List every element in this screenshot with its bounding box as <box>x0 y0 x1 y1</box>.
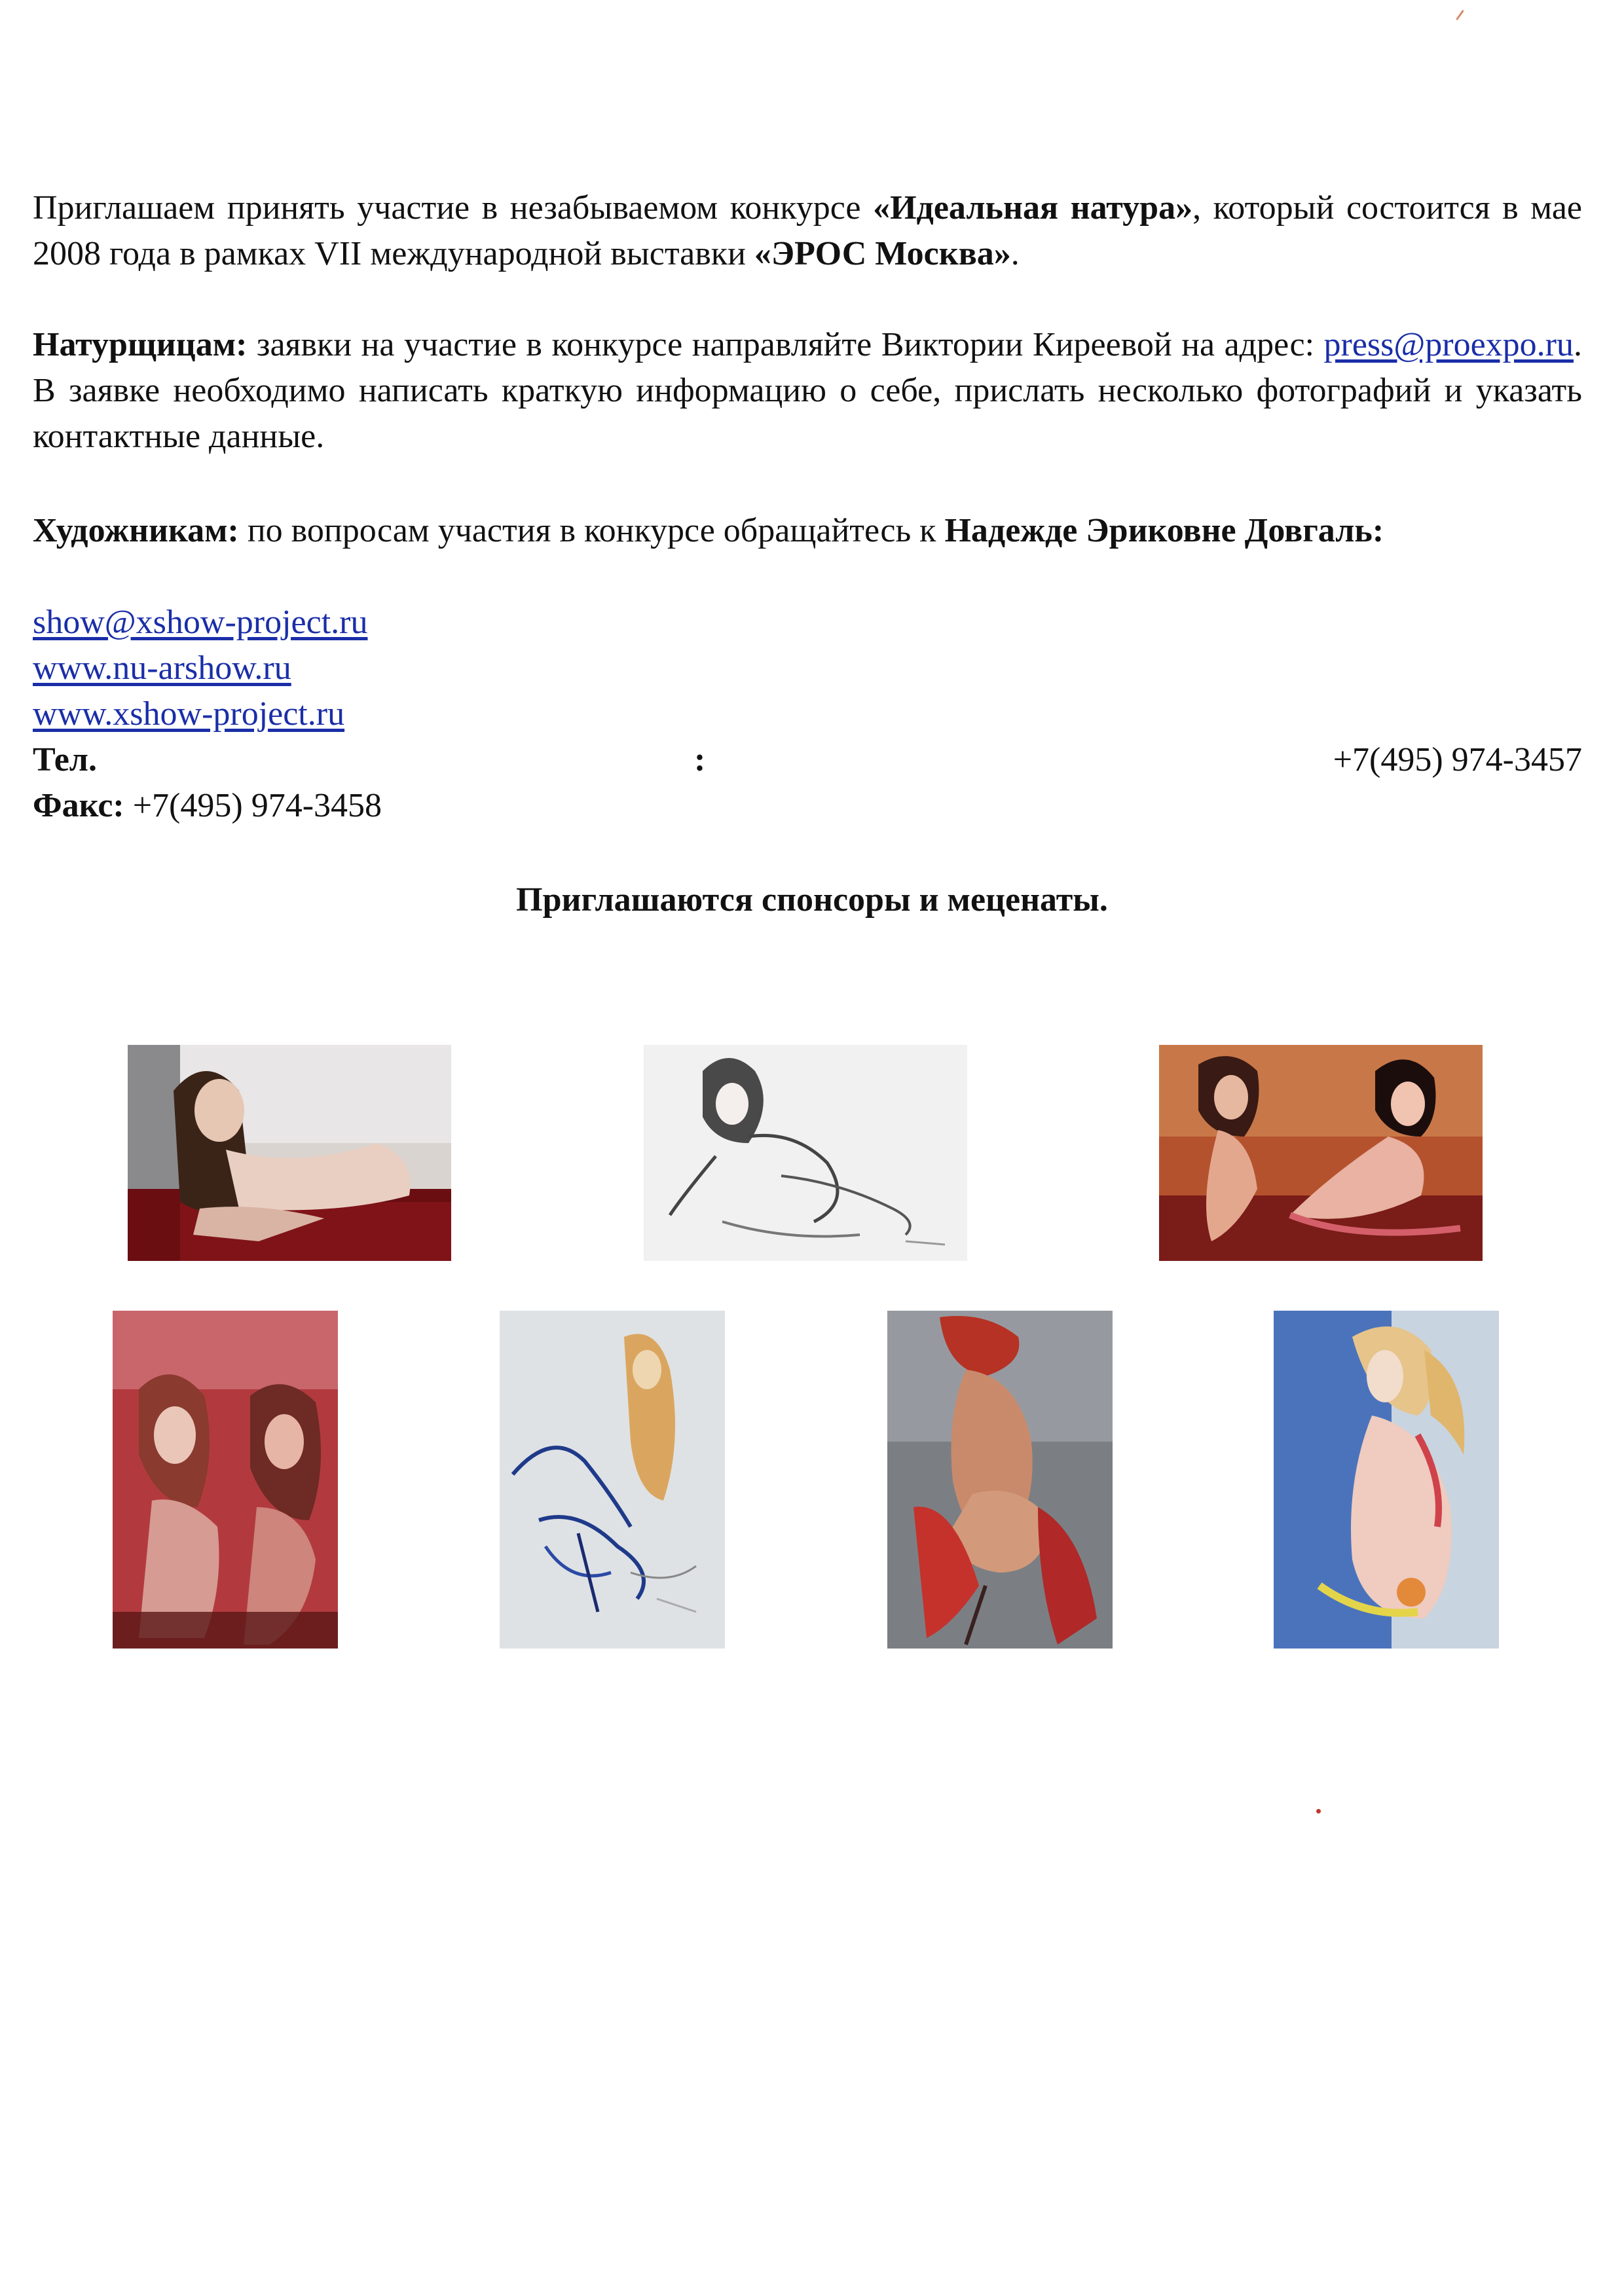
fax-label: Факс: <box>33 787 124 824</box>
artists-text-1: по вопросам участия в конкурсе обращайтесь к <box>238 512 945 549</box>
phone-row <box>33 737 1582 783</box>
artwork-red-portraits <box>113 1311 338 1649</box>
site-nu-arshow-link[interactable]: www.nu-arshow.ru <box>33 649 291 687</box>
artwork-sketch-figure <box>644 1045 967 1261</box>
artists-email-link[interactable]: show@xshow-project.ru <box>33 604 368 641</box>
models-email-link[interactable]: press@proexpo.ru <box>1323 326 1574 363</box>
artists-paragraph <box>33 508 1582 554</box>
artwork-blue-sketch <box>500 1311 725 1649</box>
artwork-blonde-profile <box>1274 1311 1499 1649</box>
site-xshow-link[interactable]: www.xshow-project.ru <box>33 695 345 733</box>
intro-paragraph <box>33 185 1582 277</box>
models-text-1: заявки на участие в конкурсе направляйте Виктории Киреевой на адрес: <box>247 326 1324 363</box>
intro-text-2: , который состоится в мае 2008 года в рамках VII международной выставки <box>33 189 1583 272</box>
expo-name: «ЭРОС Москва» <box>754 235 1011 272</box>
artists-contact-name: Надежде Эриковне Довгаль: <box>944 512 1384 549</box>
models-label: Натурщицам: <box>33 326 248 363</box>
intro-text-1: Приглашаем принять участие в незабываемом конкурсе <box>33 189 874 227</box>
models-text-2: . В заявке необходимо написать краткую информацию о себе, прислать несколько фотографий и указать контактные данные. <box>33 326 1582 455</box>
artists-label: Художникам: <box>33 512 239 549</box>
phone-colon: : <box>694 741 706 778</box>
artwork-two-women <box>1159 1045 1483 1261</box>
intro-text-3: . <box>1010 235 1020 272</box>
contest-name: «Идеальная натура» <box>873 189 1193 227</box>
phone-value: +7(495) 974-3457 <box>1333 741 1582 778</box>
artists-links <box>33 600 1582 737</box>
scan-mark <box>1456 10 1464 20</box>
fax-row <box>33 783 1582 829</box>
artwork-reclining-figure <box>128 1045 451 1261</box>
fax-value: +7(495) 974-3458 <box>124 787 382 824</box>
sponsors-line: Приглашаются спонсоры и меценаты. <box>516 881 1108 919</box>
scan-dot <box>1316 1809 1321 1813</box>
models-paragraph <box>33 322 1582 460</box>
artwork-seated-back <box>887 1311 1113 1649</box>
phone-label: Тел. <box>33 741 97 778</box>
